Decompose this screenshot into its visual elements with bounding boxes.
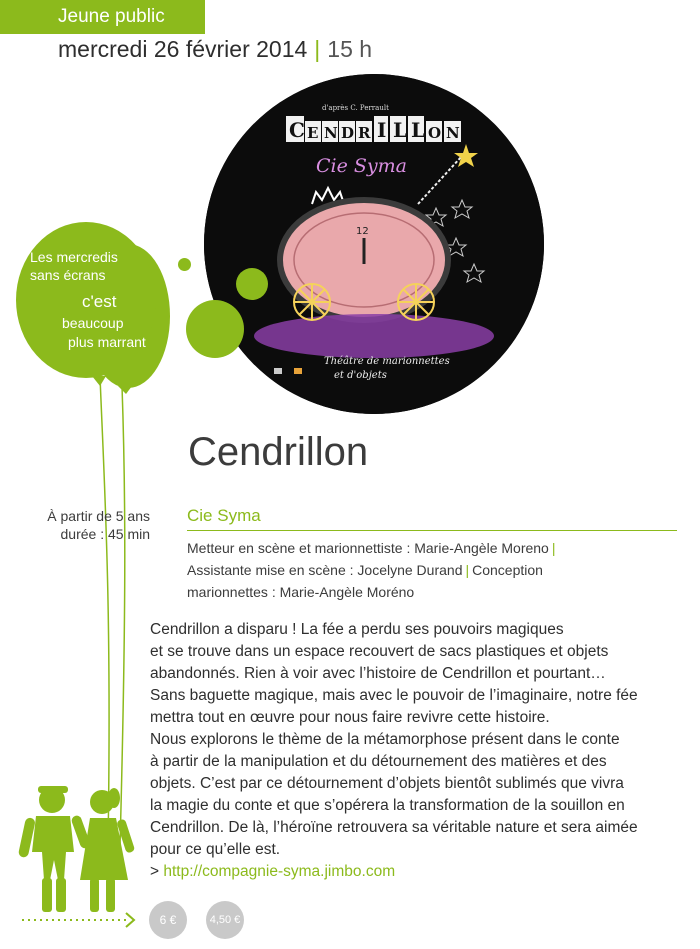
description-line: pour ce qu’elle est. xyxy=(150,841,281,858)
company-divider xyxy=(187,530,677,531)
credit-puppets: marionnettes : Marie-Angèle Moréno xyxy=(187,584,415,600)
age-recommendation: À partir de 5 ans xyxy=(47,508,150,524)
poster-title-letter: D xyxy=(341,124,355,142)
price-full-badge: 6 € xyxy=(149,901,187,939)
poster-title-letter: R xyxy=(358,124,371,142)
balloon-line: beaucoup xyxy=(62,315,124,331)
description-line: abandonnés. Rien à voir avec l’histoire de Cendrillon et pourtant… xyxy=(150,665,606,682)
poster-subtitle-2: et d'objets xyxy=(334,370,387,381)
category-label: Jeune public xyxy=(58,6,165,27)
child-icon xyxy=(18,786,92,912)
description-line: et se trouve dans un espace recouvert de sacs plastiques et objets xyxy=(150,643,609,660)
balloon-line: sans écrans xyxy=(30,267,106,283)
description-line: objets. C’est par ce détournement d’objets bientôt sublimés que vivra xyxy=(150,775,624,792)
date-separator: | xyxy=(314,36,321,62)
show-description xyxy=(150,619,685,883)
logo-mark xyxy=(274,368,282,374)
wheel-icon xyxy=(398,284,434,320)
credit-separator: | xyxy=(465,562,470,578)
credit-director: Metteur en scène et marionnettiste : Marie-Angèle Moreno xyxy=(187,540,549,556)
poster-floor xyxy=(254,314,494,358)
poster-subtitle-1: Théâtre de marionnettes xyxy=(324,356,450,367)
poster-title-letter: C xyxy=(289,118,305,142)
description-line: Sans baguette magique, mais avec le pouvoir de l’imaginaire, notre fée xyxy=(150,687,638,704)
balloon-line: plus marrant xyxy=(68,334,146,350)
link-prefix: > xyxy=(150,863,160,880)
age-duration-info xyxy=(20,507,150,543)
balloon-line: Les mercredis xyxy=(30,249,118,265)
poster-author: d'après C. Perrault xyxy=(322,104,389,112)
poster-company: Cie Syma xyxy=(316,155,407,177)
child-icon xyxy=(80,788,135,912)
poster-title-letter: N xyxy=(324,124,338,142)
poster-illustration xyxy=(204,74,544,414)
date-line xyxy=(58,36,372,63)
clock-number: 12 xyxy=(356,226,369,237)
website-link[interactable]: http://compagnie-syma.jimbo.com xyxy=(163,863,396,880)
event-time: 15 h xyxy=(327,36,373,62)
category-tab xyxy=(0,0,205,34)
logo-mark xyxy=(294,368,302,374)
credit-puppets-label: Conception xyxy=(472,562,543,578)
poster-title-letter: I xyxy=(377,118,387,142)
price-reduced-badge: 4,50 € xyxy=(206,901,244,939)
show-title: Cendrillon xyxy=(188,430,369,474)
description-line: à partir de la manipulation et du détournement des matières et des xyxy=(150,753,607,770)
description-line: la magie du conte et que s’opérera la transformation de la souillon en xyxy=(150,797,625,814)
show-poster xyxy=(204,74,544,414)
poster-title-letter: O xyxy=(428,124,442,142)
poster-title-letter: N xyxy=(446,124,460,142)
event-date: mercredi 26 février 2014 xyxy=(58,36,308,62)
description-line: Cendrillon. De là, l’héroïne retrouvera sa véritable nature et sera aimée xyxy=(150,819,638,836)
poster-title-letter: L xyxy=(393,118,408,142)
credit-separator: | xyxy=(551,540,556,556)
poster-title-letter: E xyxy=(307,124,319,142)
description-line: mettra tout en œuvre pour nous faire revivre cette histoire. xyxy=(150,709,550,726)
description-line: Cendrillon a disparu ! La fée a perdu ses pouvoirs magiques xyxy=(150,621,564,638)
website-line xyxy=(150,861,685,883)
credit-assistant: Assistante mise en scène : Jocelyne Durand xyxy=(187,562,463,578)
balloon-line: c'est xyxy=(82,292,117,311)
arrow-right-icon xyxy=(126,913,134,927)
credits xyxy=(187,537,627,603)
company-name: Cie Syma xyxy=(187,506,261,525)
wheel-icon xyxy=(294,284,330,320)
show-duration: durée : 45 min xyxy=(60,526,150,542)
decor-dot xyxy=(236,268,268,300)
poster-title-letter: L xyxy=(411,118,426,142)
description-line: Nous explorons le thème de la métamorphose présent dans le conte xyxy=(150,731,620,748)
